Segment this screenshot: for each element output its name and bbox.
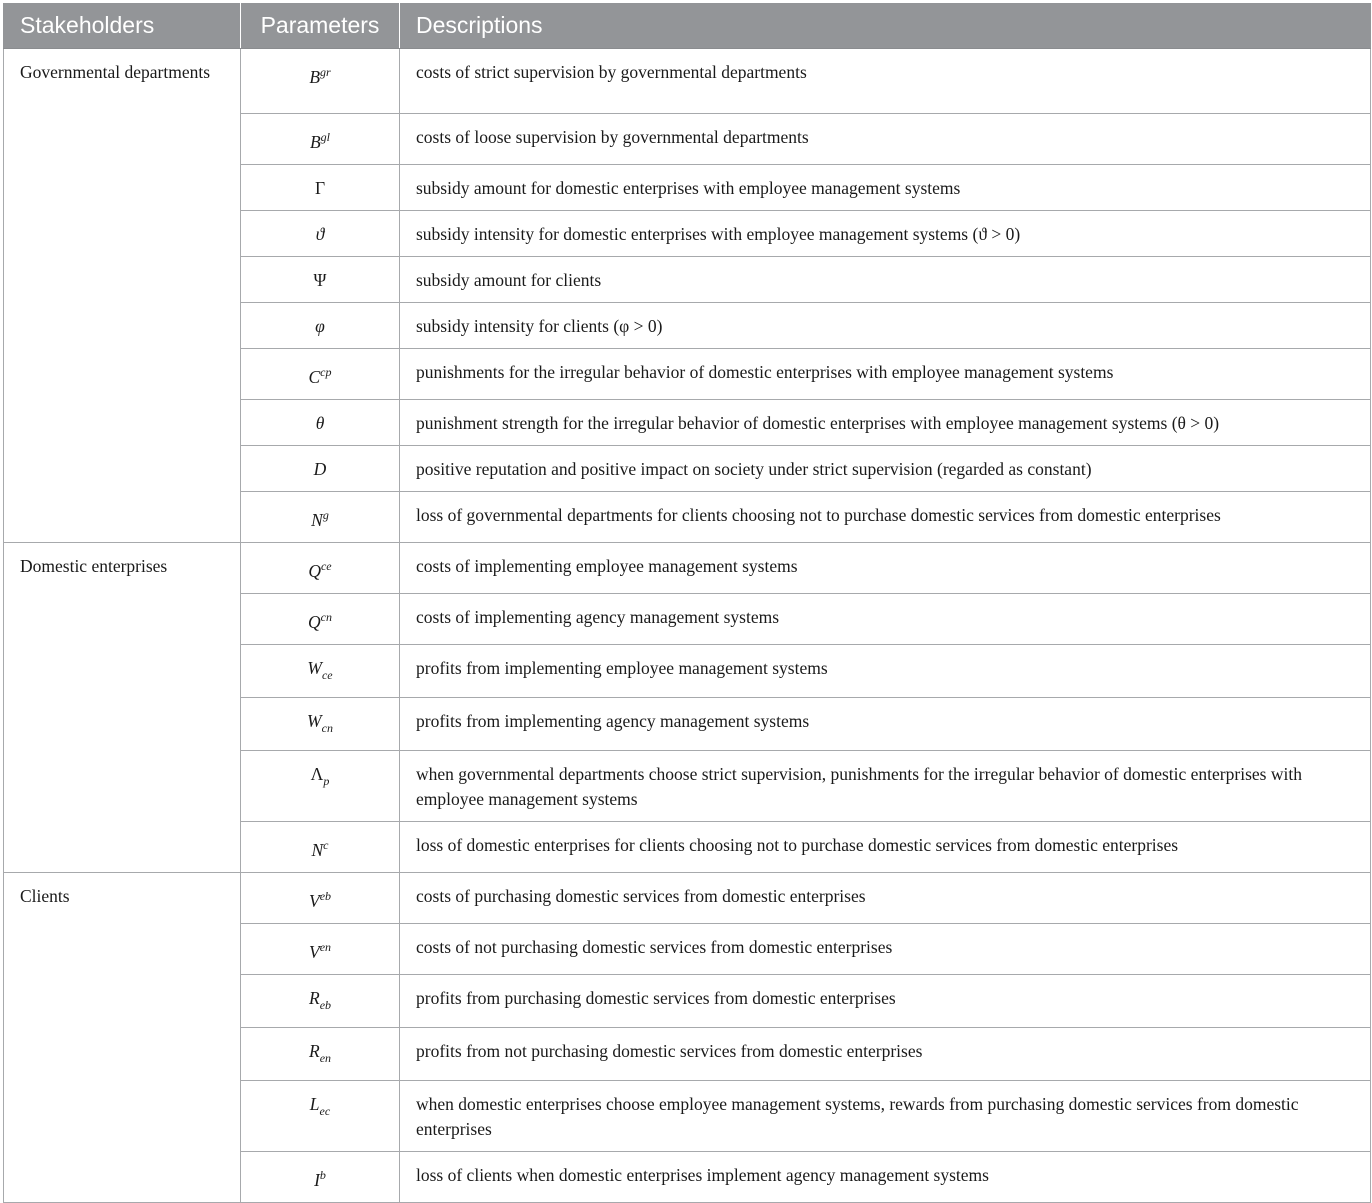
description-cell: costs of loose supervision by governmental departments: [400, 114, 1371, 165]
parameter-superscript: c: [323, 838, 329, 852]
parameter-symbol: Ψ: [313, 270, 327, 290]
parameter-cell: [241, 257, 400, 303]
parameter-cell: [241, 873, 400, 924]
description-cell: costs of implementing agency management systems: [400, 594, 1371, 645]
header-stakeholders: Stakeholders: [4, 3, 241, 49]
description-cell: profits from purchasing domestic services from domestic enterprises: [400, 975, 1371, 1028]
parameter-superscript: g: [322, 508, 329, 522]
description-cell: costs of not purchasing domestic services from domestic enterprises: [400, 924, 1371, 975]
description-cell: subsidy intensity for domestic enterprises with employee management systems (ϑ > 0): [400, 211, 1371, 257]
parameter-cell: [241, 211, 400, 257]
parameter-cell: [241, 645, 400, 698]
parameter-cell: [241, 1152, 400, 1203]
stakeholder-cell: Domestic enterprises: [4, 543, 241, 873]
parameter-symbol: R: [308, 988, 320, 1008]
description-cell: loss of clients when domestic enterprises implement agency management systems: [400, 1152, 1371, 1203]
parameter-symbol: L: [309, 1094, 320, 1114]
parameter-cell: [241, 1081, 400, 1152]
header-parameters: Parameters: [241, 3, 400, 49]
parameter-symbol: B: [309, 132, 321, 152]
header-descriptions: Descriptions: [400, 3, 1371, 49]
parameter-symbol: W: [307, 711, 322, 731]
parameter-symbol: ϑ: [315, 224, 325, 244]
parameter-cell: [241, 446, 400, 492]
parameter-symbol: θ: [315, 413, 325, 433]
parameter-superscript: cp: [320, 365, 332, 379]
table-header: [4, 3, 1371, 49]
parameter-symbol: B: [309, 67, 321, 87]
table-row: [4, 873, 1371, 924]
description-cell: profits from implementing agency management systems: [400, 698, 1371, 751]
parameters-table: [3, 3, 1371, 1203]
parameter-superscript: eb: [319, 889, 332, 903]
parameter-superscript: gr: [320, 65, 331, 79]
description-cell: costs of strict supervision by governmental departments: [400, 49, 1371, 114]
parameter-symbol: N: [311, 510, 323, 530]
stakeholder-cell: Governmental departments: [4, 49, 241, 543]
parameter-cell: [241, 924, 400, 975]
parameter-cell: [241, 114, 400, 165]
parameter-symbol: R: [308, 1041, 320, 1061]
parameter-cell: [241, 303, 400, 349]
parameter-symbol: Γ: [314, 178, 326, 198]
parameter-cell: [241, 698, 400, 751]
parameter-cell: [241, 165, 400, 211]
description-cell: costs of purchasing domestic services from domestic enterprises: [400, 873, 1371, 924]
parameter-cell: [241, 349, 400, 400]
table-body: [4, 49, 1371, 1203]
parameter-superscript: cn: [320, 610, 332, 624]
parameter-subscript: eb: [319, 998, 332, 1012]
description-cell: when governmental departments choose strict supervision, punishments for the irregular behavior of domestic enterprises with employee management systems: [400, 751, 1371, 822]
description-cell: positive reputation and positive impact on society under strict supervision (regarded as constant): [400, 446, 1371, 492]
parameter-cell: [241, 543, 400, 594]
parameter-symbol: V: [308, 891, 320, 911]
parameter-cell: [241, 751, 400, 822]
parameter-symbol: C: [308, 367, 321, 387]
parameter-subscript: cn: [321, 721, 333, 735]
table-row: [4, 543, 1371, 594]
parameter-superscript: ce: [320, 559, 332, 573]
description-cell: profits from implementing employee management systems: [400, 645, 1371, 698]
parameter-cell: [241, 975, 400, 1028]
description-cell: punishment strength for the irregular behavior of domestic enterprises with employee management systems (θ > 0): [400, 400, 1371, 446]
parameter-symbol: W: [307, 658, 322, 678]
parameter-superscript: b: [319, 1168, 326, 1182]
header-row: [4, 3, 1371, 49]
description-cell: subsidy intensity for clients (φ > 0): [400, 303, 1371, 349]
parameter-cell: [241, 822, 400, 873]
description-cell: subsidy amount for clients: [400, 257, 1371, 303]
parameter-cell: [241, 400, 400, 446]
parameter-cell: [241, 492, 400, 543]
parameter-subscript: en: [319, 1051, 332, 1065]
description-cell: when domestic enterprises choose employee management systems, rewards from purchasing domestic services from domestic enterprises: [400, 1081, 1371, 1152]
parameter-symbol: φ: [315, 316, 325, 336]
parameter-cell: [241, 1028, 400, 1081]
description-cell: profits from not purchasing domestic services from domestic enterprises: [400, 1028, 1371, 1081]
parameter-superscript: gl: [320, 130, 331, 144]
table-row: [4, 49, 1371, 114]
description-cell: loss of domestic enterprises for clients choosing not to purchase domestic services from domestic enterprises: [400, 822, 1371, 873]
description-cell: subsidy amount for domestic enterprises with employee management systems: [400, 165, 1371, 211]
parameter-subscript: ce: [321, 668, 333, 682]
parameter-symbol: I: [314, 1170, 320, 1190]
parameter-symbol: Q: [308, 612, 321, 632]
description-cell: costs of implementing employee management systems: [400, 543, 1371, 594]
description-cell: loss of governmental departments for clients choosing not to purchase domestic services from domestic enterprises: [400, 492, 1371, 543]
parameter-symbol: N: [311, 840, 324, 860]
parameter-cell: [241, 594, 400, 645]
parameter-symbol: D: [313, 459, 327, 479]
parameter-symbol: Q: [308, 561, 321, 581]
description-cell: punishments for the irregular behavior of domestic enterprises with employee management systems: [400, 349, 1371, 400]
parameter-subscript: p: [323, 774, 330, 788]
parameter-cell: [241, 49, 400, 114]
parameter-symbol: Λ: [310, 764, 324, 784]
parameter-superscript: en: [319, 940, 332, 954]
stakeholder-cell: Clients: [4, 873, 241, 1203]
parameter-subscript: ec: [319, 1104, 331, 1118]
parameter-symbol: V: [308, 942, 320, 962]
